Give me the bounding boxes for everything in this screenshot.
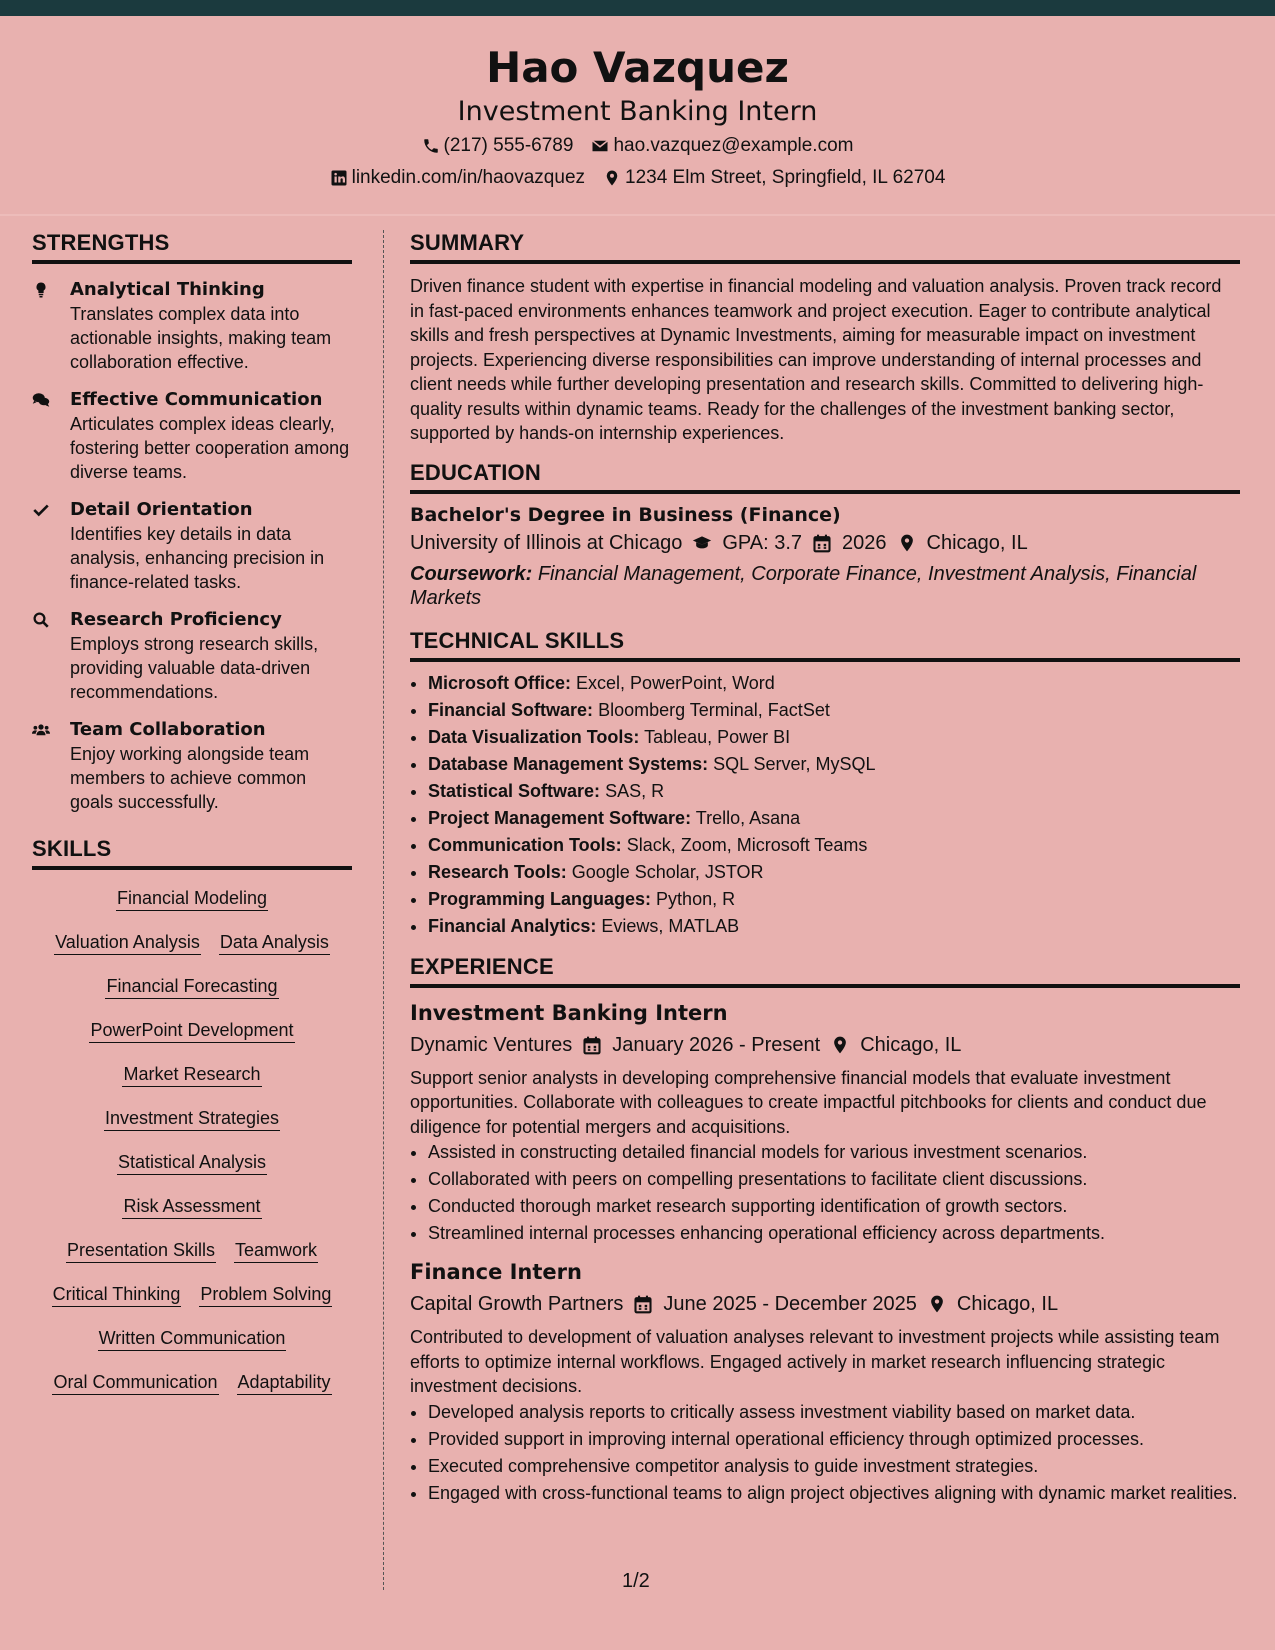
resume-header — [0, 16, 1275, 188]
company-name: Capital Growth Partners — [410, 1293, 624, 1315]
job-dates: June 2025 - December 2025 — [663, 1293, 917, 1315]
list-item: • Developed analysis reports to critically assess investment viability based on market data. — [428, 1399, 1240, 1426]
tech-label: Financial Analytics: — [428, 915, 597, 936]
skill-tag: Valuation Analysis — [54, 930, 201, 955]
tech-value: Bloomberg Terminal, FactSet — [598, 699, 830, 720]
job-entry — [410, 998, 1240, 1248]
summary-text: Driven finance student with expertise in financial modeling and valuation analysis. Proven track record in fast-paced environments enhances teamwork and project execution. Eager to contribute analytical skills and fresh perspectives at Dynamic Investments, aiming for measurable impact on investment projects. Experiencing diverse responsibilities can improve understanding of internal processes and client needs while further developing presentation and research skills. Committed to delivering high-quality results within dynamic teams. Ready for the challenges of the investment banking sector, supported by hands-on internship experiences. — [410, 276, 1222, 443]
users-icon — [32, 721, 50, 739]
linkedin-icon — [330, 169, 348, 187]
strength-desc: Employs strong research skills, providing valuable data-driven recommendations. — [70, 634, 319, 702]
map-marker-icon — [830, 1035, 850, 1055]
skill-tag: Critical Thinking — [52, 1282, 182, 1307]
strength-item — [32, 718, 352, 814]
tech-label: Data Visualization Tools: — [428, 726, 640, 747]
company-name: Dynamic Ventures — [410, 1033, 573, 1056]
job-dates: January 2026 - Present — [612, 1033, 821, 1056]
list-item: • Assisted in constructing detailed financial models for various investment scenarios. — [428, 1139, 1240, 1166]
phone-icon — [422, 137, 440, 155]
email-link[interactable]: hao.vazquez@example.com — [613, 135, 854, 156]
strength-item — [32, 278, 352, 374]
tech-label: Programming Languages: — [428, 888, 652, 909]
education-heading: EDUCATION — [410, 460, 1240, 494]
job-meta — [410, 1030, 1240, 1060]
list-item: • Provided support in improving internal operational efficiency through optimized processes. — [428, 1426, 1240, 1453]
strength-item — [32, 388, 352, 484]
job-description: Support senior analysts in developing comprehensive financial models that evaluate investment opportunities. Collaborate with colleagues to create impactful pitchbooks for clients and conduct due diligence for potential mergers and acquisitions. — [410, 1067, 1207, 1137]
job-location: Chicago, IL — [956, 1293, 1059, 1315]
phone-text[interactable]: (217) 555-6789 — [443, 135, 574, 156]
tech-value: Eviews, MATLAB — [601, 915, 740, 936]
job-title: Investment Banking Intern — [410, 1000, 728, 1025]
tech-value: SQL Server, MySQL — [713, 753, 876, 774]
skill-tag: Statistical Analysis — [117, 1150, 267, 1175]
graduation-year: 2026 — [842, 531, 887, 554]
tech-value: Trello, Asana — [695, 807, 801, 828]
tech-value: SAS, R — [605, 780, 665, 801]
coursework-label: Coursework: — [410, 562, 533, 585]
skills-list — [32, 886, 352, 1395]
calendar-icon — [582, 1035, 602, 1055]
list-item: • Streamlined internal processes enhancing operational efficiency across departments. — [428, 1220, 1240, 1247]
skill-tag: Teamwork — [234, 1238, 318, 1263]
list-item: • Collaborated with peers on compelling presentations to facilitate client discussions. — [428, 1166, 1240, 1193]
list-item: • Engaged with cross-functional teams to align project objectives aligning with dynamic market realities. — [428, 1480, 1240, 1507]
experience-heading: EXPERIENCE — [410, 954, 1240, 988]
linkedin-item — [330, 162, 585, 194]
map-marker-icon — [897, 533, 917, 553]
job-title: Finance Intern — [410, 1260, 582, 1284]
gpa-text: GPA: 3.7 — [722, 531, 803, 554]
tech-label: Financial Software: — [428, 699, 594, 720]
list-item — [428, 724, 1240, 751]
list-item — [428, 670, 1240, 697]
tech-label: Statistical Software: — [428, 780, 601, 801]
contact-row-2 — [0, 162, 1275, 194]
list-item — [428, 751, 1240, 778]
list-item — [428, 778, 1240, 805]
skill-tag: Investment Strategies — [104, 1106, 280, 1131]
tech-label: Research Tools: — [428, 861, 567, 882]
strength-desc: Translates complex data into actionable insights, making team collaboration effective. — [70, 304, 332, 372]
skill-tag: Risk Assessment — [122, 1194, 261, 1219]
job-meta — [410, 1289, 1240, 1319]
job-description: Contributed to development of valuation analyses relevant to investment projects while assisting team efforts to optimize internal workflows. Engaged actively in market research influencing strategic investment decisions. — [410, 1327, 1220, 1396]
strength-name: Research Proficiency — [70, 609, 282, 630]
list-item — [428, 886, 1240, 913]
coursework-list: Financial Management, Corporate Finance, Investment Analysis, Financial Markets — [410, 562, 1197, 609]
strengths-heading: STRENGTHS — [32, 230, 352, 264]
skill-tag: Problem Solving — [199, 1282, 332, 1307]
strength-item — [32, 608, 352, 704]
technical-skills-list — [410, 670, 1240, 940]
calendar-icon — [812, 533, 832, 553]
map-marker-icon — [927, 1294, 947, 1314]
education-meta — [410, 528, 1240, 558]
strength-name: Analytical Thinking — [70, 279, 265, 300]
column-divider — [383, 230, 384, 1590]
skill-tag: Written Communication — [98, 1326, 287, 1351]
school-location: Chicago, IL — [926, 531, 1028, 554]
page-number: 1/2 — [622, 1570, 650, 1592]
address-text: 1234 Elm Street, Springfield, IL 62704 — [625, 167, 946, 188]
technical-skills-heading: TECHNICAL SKILLS — [410, 628, 1240, 662]
list-item: • Conducted thorough market research supporting identification of growth sectors. — [428, 1193, 1240, 1220]
job-location: Chicago, IL — [860, 1033, 962, 1056]
header-separator — [0, 214, 1275, 216]
email-item — [591, 130, 853, 162]
tech-value: Excel, PowerPoint, Word — [576, 672, 775, 693]
linkedin-link[interactable]: linkedin.com/in/haovazquez — [351, 167, 586, 188]
lightbulb-icon — [32, 281, 50, 299]
list-item — [428, 832, 1240, 859]
education-section — [410, 460, 1240, 610]
right-column — [410, 230, 1240, 1507]
job-bullets — [410, 1399, 1240, 1507]
skills-heading: SKILLS — [32, 836, 352, 870]
tech-label: Database Management Systems: — [428, 753, 709, 774]
job-bullets — [410, 1139, 1240, 1247]
skill-tag: Adaptability — [237, 1370, 332, 1395]
strength-desc: Enjoy working alongside team members to achieve common goals successfully. — [70, 744, 310, 812]
strength-name: Effective Communication — [70, 389, 323, 410]
skill-tag: Financial Forecasting — [105, 974, 278, 999]
strength-name: Team Collaboration — [70, 719, 266, 740]
experience-section — [410, 954, 1240, 1507]
contact-row-1 — [0, 130, 1275, 162]
skill-tag: PowerPoint Development — [89, 1018, 294, 1043]
tech-label: Communication Tools: — [428, 834, 622, 855]
strength-desc: Identifies key details in data analysis, enhancing precision in finance-related tasks. — [70, 524, 325, 592]
graduation-cap-icon — [692, 533, 712, 553]
tech-value: Slack, Zoom, Microsoft Teams — [626, 834, 868, 855]
candidate-title: Investment Banking Intern — [457, 96, 818, 127]
comments-icon — [32, 391, 50, 409]
summary-heading: SUMMARY — [410, 230, 1240, 264]
phone-item — [422, 130, 574, 162]
list-item — [428, 805, 1240, 832]
technical-skills-section — [410, 628, 1240, 940]
tech-label: Project Management Software: — [428, 807, 692, 828]
tech-value: Tableau, Power BI — [644, 726, 791, 747]
address-item — [603, 162, 945, 194]
calendar-icon — [633, 1294, 653, 1314]
top-bar — [0, 0, 1275, 16]
skill-tag: Oral Communication — [52, 1370, 218, 1395]
tech-value: Python, R — [656, 888, 736, 909]
list-item — [428, 859, 1240, 886]
left-column — [32, 230, 352, 1414]
skill-tag: Market Research — [122, 1062, 261, 1087]
check-icon — [32, 501, 50, 519]
search-icon — [32, 611, 50, 629]
school-name: University of Illinois at Chicago — [410, 531, 683, 554]
tech-value: Google Scholar, JSTOR — [571, 861, 764, 882]
skill-tag: Data Analysis — [219, 930, 330, 955]
list-item — [428, 913, 1240, 940]
map-marker-icon — [603, 169, 621, 187]
degree-title: Bachelor's Degree in Business (Finance) — [410, 503, 841, 526]
job-entry — [410, 1257, 1240, 1507]
candidate-name: Hao Vazquez — [486, 43, 789, 92]
list-item — [428, 697, 1240, 724]
strength-desc: Articulates complex ideas clearly, fostering better cooperation among diverse teams. — [70, 414, 350, 482]
strength-name: Detail Orientation — [70, 499, 253, 520]
skill-tag: Financial Modeling — [116, 886, 268, 911]
coursework — [410, 562, 1240, 610]
list-item: • Executed comprehensive competitor analysis to guide investment strategies. — [428, 1453, 1240, 1480]
tech-label: Microsoft Office: — [428, 672, 572, 693]
strength-item — [32, 498, 352, 594]
envelope-icon — [591, 137, 609, 155]
skill-tag: Presentation Skills — [66, 1238, 216, 1263]
